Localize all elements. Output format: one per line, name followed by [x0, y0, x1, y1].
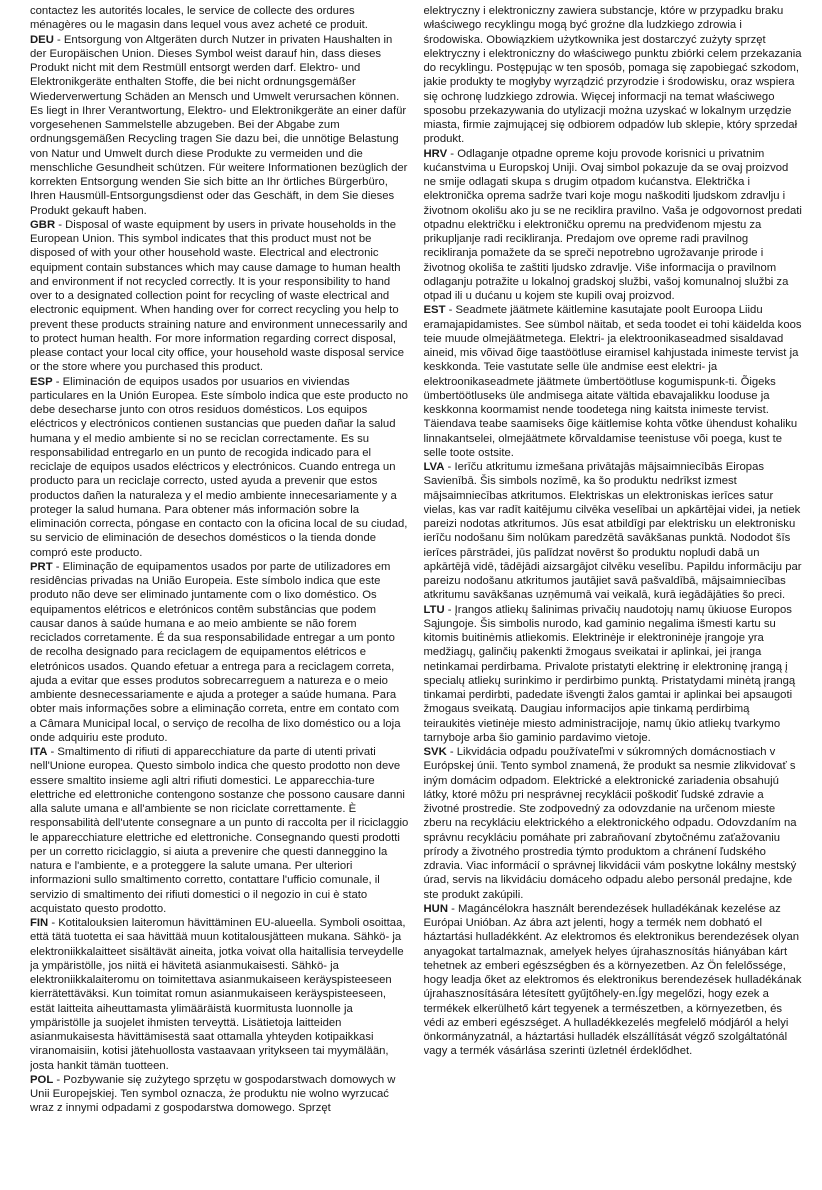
section-text: - Ierīču atkritumu izmešana privātajās mājsaimniecībās Eiropas Savienībā. Šis simbols nozīmē, ka šo produktu nedrīkst izmest mājsaimniecības atkritumos. Elektriskas un elektroniskas ierīces satur vielas, kas var radīt kaitējumu cilvēka veselībai un apkārtējai videi, ja netiek pareizi nodotas atkritumos. Jūs esat atbildīgi par elektrisku un elektronisku ierīču nodošanu šim nolūkam paredzētā savākšanas punktā. Nododot šīs ierīces pārstrādei, jūs palīdzat novērst šo produktu nopludi dabā un apkārtējā vidē, tādējādi aizsargājot cilvēku veselību. Papildu informāciju par pareizu nodošanu atkritumos jautājiet savā pašvaldībā, mājsaimniecības atkritumu savākšanas uzņēmumā vai veikalā, kurā iegādājāties šo preci.: [423, 461, 802, 602]
section-code: FIN: [30, 917, 49, 929]
section-text: - Odlaganje otpadne opreme koju provode korisnici u privatnim kućanstvima u Europskoj Uniji. Ovaj simbol pokazuje da se ovaj proizvod ne smije odlagati skupa s drugim otpadom kućanstva. Električka i elektronička oprema sadrže tvari koje mogu naškoditi ljudskom zdravlju i životnom okolišu ako ju se ne reciklira pravilno. Vaša je odgovornost predati otpadnu električku i elektroničku opremu na predviđenom mjestu za prikupljanje radi recikliranja. Predajom ove opreme radi pravilnog recikliranja pomažete da se spreči nepotrebno ugrožavanje prirode i životnog okoliša te zaštiti ljudsko zdravlje. Više informacija o pravilnom odlaganju potražite u lokalnoj gradskoj službi, vašoj komunalnoj službi za otpad ili u dućanu u kojem ste kupili ovaj proizvod.: [423, 147, 802, 302]
section-code: LTU: [423, 603, 445, 616]
section-code: ESP: [30, 375, 53, 388]
section-text: - Magáncélokra használt berendezések hulladékának kezelése az Európai Unióban. Az ábra azt jelenti, hogy a termék nem dobható el háztartási hulladékként. Az elektromos és elektronikus berendezések olyan anyagokat tartalmaznak, amelyek helyes újrahasznosítás hiányában kárt tehetnek az emberi egészségben és a környezetben. Az Ön felelőssége, hogy leadja őket az elektromos és elektronikus berendezések hulladékának újrahasznosítására létesített gyűjtőhely-en.Így megelőzi, hogy ezek a termékek elkerülhető kárt tegyenek a természetben, a környezetben, és védi az emberi egészséget. A hulladékkezelés megfelelő módjáról a helyi önkormányzatnál, a háztartási hulladék elszállítását végző szolgáltatónál vagy a termék vásárlása szerinti üzletnél érdeklődhet.: [423, 902, 802, 1058]
section-code: HUN: [423, 902, 448, 915]
section-esp: [30, 375, 409, 560]
section-lva: [424, 460, 803, 603]
section-ltu: [424, 603, 803, 746]
section-code: EST: [423, 304, 446, 317]
left-column: [30, 4, 409, 1184]
section-code: POL: [30, 1073, 54, 1086]
section-text: - Seadmete jäätmete käitlemine kasutajate poolt Euroopa Liidu eramajapidamistes. See sümbol näitab, et seda toodet ei tohi käidelda koos teie muude olmejäätmetega. Elektri- ja elektroonikaseadmed sisaldavad aineid, mis võivad õige taastöötluse eiramisel kahjustada inimeste tervist ja keskkonda. Teie vastutate selle üle andmise eest elektri- ja elektroonikaseadmete jäätmete ümbertöötluse kogumispunk-ti. Õigeks ümbertöötluseks üle andmisega aitate vältida ebavajalikku looduse ja keskkonna koormamist nende toodetega ning kaitsta inimeste tervist. Täiendava teabe saamiseks õige käitlemise kohta võtke ühendust kohaliku linnakantselei, olmejäätmete kõrvaldamise teenistuse või poega, kust te selle toote ostsite.: [423, 304, 802, 459]
section-text: - Eliminación de equipos usados por usuarios en viviendas particulares en la Unión Europea. Este símbolo indica que este producto no debe desecharse junto con otros residuos domésticos. Los equipos eléctricos y electrónicos contienen sustancias que pueden dañar la salud humana y el medio ambiente si no se reciclan correctamente. Es su responsabilidad entregarlo en un punto de recogida indicado para el reciclaje de equipos usados eléctricos y electrónicos. Cuando entrega un producto para un reciclaje correcto, usted ayuda a prevenir que estos productos dañen la naturaleza y el medio ambiente innecesariamente y a proteger la salud humana. Para obtener más información sobre la eliminación correcta, póngase en contacto con la oficina local de su ciudad, su servicio de eliminación de desechos domésticos o la tienda donde compró este producto.: [30, 375, 409, 559]
section-text: elektryczny i elektroniczny zawiera substancje, które w przypadku braku właściwego recyklingu mogą być groźne dla ludzkiego zdrowia i środowiska. Obowiązkiem użytkownika jest dostarczyć zużyty sprzęt elektryczny i elektroniczny do właściwego punktu zbiórki celem przekazania do recyklingu. Postępując w ten sposób, pomaga się zapobiegać szkodom, jakie produkty te mogłyby wyrządzić przyrodzie i środowisku, oraz wspiera się ochronę ludzkiego zdrowia. Więcej informacji na temat właściwego sposobu przekazywania do utylizacji można uzyskać w lokalnym urzędzie miasta, firmie zajmującej się odbiorem odpadów lub sklepie, który sprzedał produkt.: [423, 5, 802, 146]
section-text: - Likvidácia odpadu používateľmi v súkromných domácnostiach v Európskej únii. Tento symbol znamená, že produkt sa nesmie zlikvidovať s iným domácim odpadom. Elektrické a elektronické zariadenia obsahujú látky, ktoré môžu pri nesprávnej recyklácii poškodiť ľudské zdravie a životné prostredie. Ste zodpovedný za odovzdanie na určenom mieste zberu na recykláciu elektrického a elektronického odpadu. Odovzdaním na správnu recykláciu pomáhate pri zabraňovaní zbytočnému zaťažovaniu prírody a životného prostredia týmto produktom a chránení ľudského zdravia. Viac informácií o správnej likvidácii vám poskytne lokálny mestský úrad, servis na likvidáciu domáceho odpadu alebo personál predajne, kde ste produkt zakúpili.: [423, 746, 797, 901]
intro-continuation-fr: [30, 4, 409, 33]
section-pol: [30, 1073, 409, 1116]
section-code: PRT: [30, 560, 53, 573]
section-text: contactez les autorités locales, le service de collecte des ordures ménagères ou le magasin dans lequel vous avez acheté ce produit.: [30, 5, 368, 32]
section-gbr: [30, 218, 409, 375]
section-code: ITA: [30, 746, 48, 758]
section-text: - Disposal of waste equipment by users in private households in the European Union. This symbol indicates that this product must not be disposed of with your other household waste. Electrical and electronic equipment contain substances which may cause damage to human health and environment if not recycled correctly. It is your responsibility to hand over to a designated collection point for recycling of waste electrical and electronic equipment. When handing over for correct recycling you help to prevent these products straining nature and environment unnecessarily and to protect human health. For more information regarding correct disposal, please contact your local city office, your household waste disposal service or the store where you purchased this product.: [30, 218, 408, 374]
section-fin: [30, 916, 409, 1073]
section-est: [424, 303, 803, 460]
section-code: GBR: [30, 218, 56, 231]
section-text: - Įrangos atliekų šalinimas privačių naudotojų namų ūkiuose Europos Sąjungoje. Šis simbolis nurodo, kad gaminio negalima išmesti kartu su kitomis buitinėmis atliekomis. Elektrinėje ir elektroninėje įrangoje yra medžiagų, galinčių pakenkti žmogaus sveikatai ir aplinkai, jei įranga netinkamai perdirbama. Privalote pristatyti elektrinę ir elektroninę įrangą į specialų atliekų surinkimo ir perdirbimo punktą. Pristatydami minėtą įrangą tinkamai perdirbti, padedate išvengti žalos gamtai ir aplinkai bei apsaugoti žmogaus sveikatą. Daugiau informacijos apie tinkamą perdirbimą teiraukitės vietinėje miesto administracijoje, namų ūkio atliekų tvarkymo tarnyboje arba šio gaminio pardavimo vietoje.: [423, 603, 796, 744]
section-code: SVK: [423, 746, 447, 758]
section-text: - Pozbywanie się zużytego sprzętu w gospodarstwach domowych w Unii Europejskiej. Ten symbol oznacza, że produktu nie wolno wyrzucać wraz z innymi odpadami z gospodarstwa domowego. Sprzęt: [30, 1073, 396, 1115]
section-ita: [30, 745, 409, 916]
section-deu: [30, 33, 409, 218]
section-text: - Kotitalouksien laiteromun hävittäminen EU-alueella. Symboli osoittaa, että tätä tuotetta ei saa hävittää muun kotitalousjätteen mukana. Sähkö- ja elektroniikkalaitteet sisältävät aineita, jotka voivat olla haitallisia terveydelle ja ympäristölle, jos niitä ei hävitetä asianmukaisesti. Sähkö- ja elektroniikkalaiteromu on toimitettava asianmukaiseen keräyspisteeseen kierrätettäväksi. Kun toimitat romun asianmukaiseen keräyspisteeseen, estät laitteita aiheuttamasta ylimääräistä kuormitusta luonnolle ja ympäristölle ja suojelet ihmisten terveyttä. Lisätietoja laitteiden asianmukaisesta hävittämisestä saat ottamalla yhteyden kotipaikkasi viranomaisiin, kotisi jätehuollosta vastaavaan yritykseen tai myymälään, josta hankit tämän tuotteen.: [30, 917, 406, 1072]
section-code: HRV: [423, 147, 448, 160]
section-text: - Smaltimento di rifiuti di apparecchiature da parte di utenti privati nell'Unione europea. Questo simbolo indica che questo prodotto non deve essere smaltito insieme agli altri rifiuti domestici. Le apparecchia-ture elettriche ed elettroniche contengono sostanze che possono causare danni alla salute umana e all'ambiente se non riciclate correttamente. È responsabilità dell'utente consegnare a un punto di raccolta per il riciclaggio le apparecchiature elettriche ed elettroniche. Consegnando questi prodotti per un corretto riciclaggio, si aiuta a prevenire che questi danneggino la natura e l'ambiente, e a proteggere la salute umana. Per ulteriori informazioni sullo smaltimento corretto, contattare l'ufficio comunale, il servizio di smaltimento dei rifiuti domestici o il negozio in cui è stato acquistato questo prodotto.: [30, 746, 409, 915]
section-code: LVA: [423, 461, 445, 473]
section-text: - Entsorgung von Altgeräten durch Nutzer in privaten Haushalten in der Europäischen Union. Dieses Symbol weist darauf hin, dass dieses Produkt nicht mit dem Restmüll entsorgt werden darf. Elektro- und Elektronikgeräte enthalten Stoffe, die bei nicht ordnungsgemäßer Wiederverwertung Schäden an Mensch und Umwelt verursachen können. Es liegt in Ihrer Verantwortung, Elektro- und Elektronikgeräte an einer dafür vorgesehenen Sammelstelle abzugeben. Bei der Abgabe zum ordnungsgemäßen Recycling tragen Sie dazu bei, die unnötige Belastung von Natur und Umwelt durch diese Produkte zu vermeiden und die menschliche Gesundheit schützen. Für weitere Informationen bezüglich der korrekten Entsorgung wenden Sie sich bitte an Ihr örtliches Bürgerbüro, Ihren Hausmüll-Entsorgungsdienst oder das Geschäft, in dem Sie dieses Produkt gekauft haben.: [30, 33, 408, 217]
section-prt: [30, 560, 409, 745]
section-text: - Eliminação de equipamentos usados por parte de utilizadores em residências privadas na União Europeia. Este símbolo indica que este produto não deve ser eliminado juntamente com o lixo doméstico. Os equipamentos elétricos e eletrónicos contêm substâncias que podem causar danos à saúde humana e ao meio ambiente se não forem reciclados corretamente. É da sua responsabilidade entregar a um ponto de recolha designado para reciclagem de equipamentos elétricos e eletrónicos usados. Quando efetuar a entrega para a reciclagem correta, ajuda a evitar que esses produtos sobrecarreguem a natureza e o meio ambiente desnecessariamente e ajuda a proteger a saúde humana. Para obter mais informações sobre a eliminação correta, entre em contato com a Câmara Municipal local, o serviço de recolha de lixo doméstico ou a loja onde adquiriu este produto.: [30, 560, 401, 744]
section-hrv: [424, 147, 803, 304]
section-code: DEU: [30, 33, 54, 46]
section-hun: [424, 902, 803, 1059]
section-pol-continuation: [424, 4, 803, 147]
right-column: [424, 4, 803, 1184]
section-svk: [424, 745, 803, 902]
document-page: [30, 4, 802, 1184]
